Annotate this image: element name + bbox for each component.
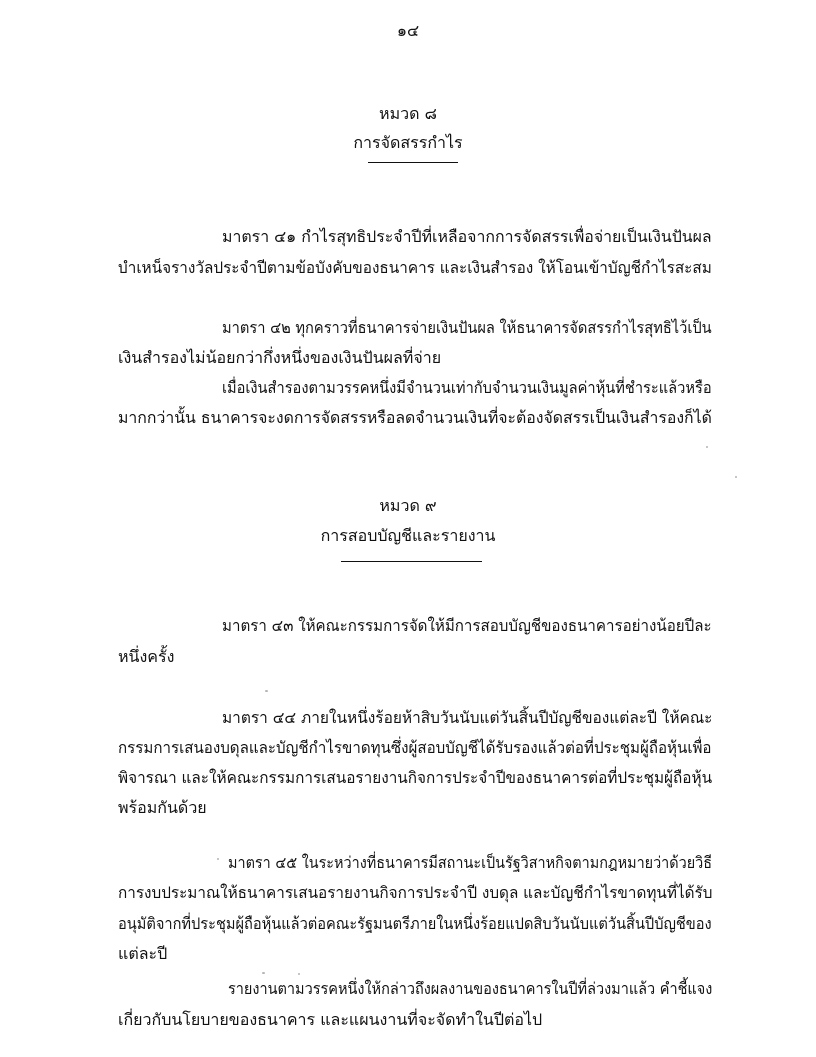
scan-speck xyxy=(298,973,300,975)
section-42-line-4: มากกว่านั้น ธนาคารจะงดการจัดสรรหรือลดจำนวนเงินที่จะต้องจัดสรรเป็นเงินสำรองก็ได้ xyxy=(118,408,712,427)
section-41-line-2: บำเหน็จรางวัลประจำปีตามข้อบังคับของธนาคาร และเงินสำรอง ให้โอนเข้าบัญชีกำไรสะสม xyxy=(118,258,712,277)
section-45-line-1: มาตรา ๔๕ ในระหว่างที่ธนาคารมีสถานะเป็นรัฐวิสาหกิจตามกฎหมายว่าด้วยวิธี xyxy=(228,853,713,872)
scan-speck xyxy=(217,858,219,860)
section-44-line-2: กรรมการเสนองบดุลและบัญชีกำไรขาดทุนซึ่งผู้สอบบัญชีได้รับรองแล้วต่อที่ประชุมผู้ถือหุ้นเพื่อ xyxy=(118,738,712,757)
chapter-heading: หมวด ๙ xyxy=(379,496,437,515)
section-45-line-3: อนุมัติจากที่ประชุมผู้ถือหุ้นแล้วต่อคณะรัฐมนตรีภายในหนึ่งร้อยแปดสิบวันนับแต่วันสิ้นปีบัญชีของ xyxy=(118,914,712,933)
section-41-line-1: มาตรา ๔๑ กำไรสุทธิประจำปีที่เหลือจากการจัดสรรเพื่อจ่ายเป็นเงินปันผล xyxy=(222,227,712,246)
chapter-subheading: การจัดสรรกำไร xyxy=(353,133,463,152)
section-45-line-4: แต่ละปี xyxy=(118,944,168,963)
section-44-line-1: มาตรา ๔๔ ภายในหนึ่งร้อยห้าสิบวันนับแต่วันสิ้นปีบัญชีของแต่ละปี ให้คณะ xyxy=(222,708,713,727)
section-44-line-4: พร้อมกันด้วย xyxy=(118,798,207,817)
section-42-line-3: เมื่อเงินสำรองตามวรรคหนึ่งมีจำนวนเท่ากับจำนวนเงินมูลค่าหุ้นที่ชำระแล้วหรือ xyxy=(222,378,712,397)
section-42-line-2: เงินสำรองไม่น้อยกว่ากึ่งหนึ่งของเงินปันผลที่จ่าย xyxy=(118,348,442,367)
scan-speck xyxy=(262,972,265,974)
section-44-line-3: พิจารณา และให้คณะกรรมการเสนอรายงานกิจการประจำปีของธนาคารต่อที่ประชุมผู้ถือหุ้น xyxy=(118,768,713,787)
chapter-heading: หมวด ๘ xyxy=(379,104,437,123)
section-45-line-2: การงบประมาณให้ธนาคารเสนอรายงานกิจการประจำปี งบดุล และบัญชีกำไรขาดทุนที่ได้รับ xyxy=(118,883,713,902)
section-45-line-6: เกี่ยวกับนโยบายของธนาคาร และแผนงานที่จะจัดทำในปีต่อไป xyxy=(118,1010,543,1029)
section-42-line-1: มาตรา ๔๒ ทุกคราวที่ธนาคารจ่ายเงินปันผล ให้ธนาคารจัดสรรกำไรสุทธิไว้เป็น xyxy=(222,318,712,337)
scan-speck xyxy=(735,476,737,478)
section-43-line-1: มาตรา ๔๓ ให้คณะกรรมการจัดให้มีการสอบบัญชีของธนาคารอย่างน้อยปีละ xyxy=(222,616,712,635)
page-number: ๑๔ xyxy=(396,21,420,40)
section-43-line-2: หนึ่งครั้ง xyxy=(118,647,175,666)
heading-underline xyxy=(341,561,482,562)
chapter-subheading: การสอบบัญชีและรายงาน xyxy=(320,526,496,545)
scan-speck xyxy=(265,690,268,692)
section-45-line-5: รายงานตามวรรคหนึ่งให้กล่าวถึงผลงานของธนาคารในปีที่ล่วงมาแล้ว คำชี้แจง xyxy=(228,979,713,998)
scan-speck xyxy=(706,446,708,448)
heading-underline xyxy=(368,162,458,163)
